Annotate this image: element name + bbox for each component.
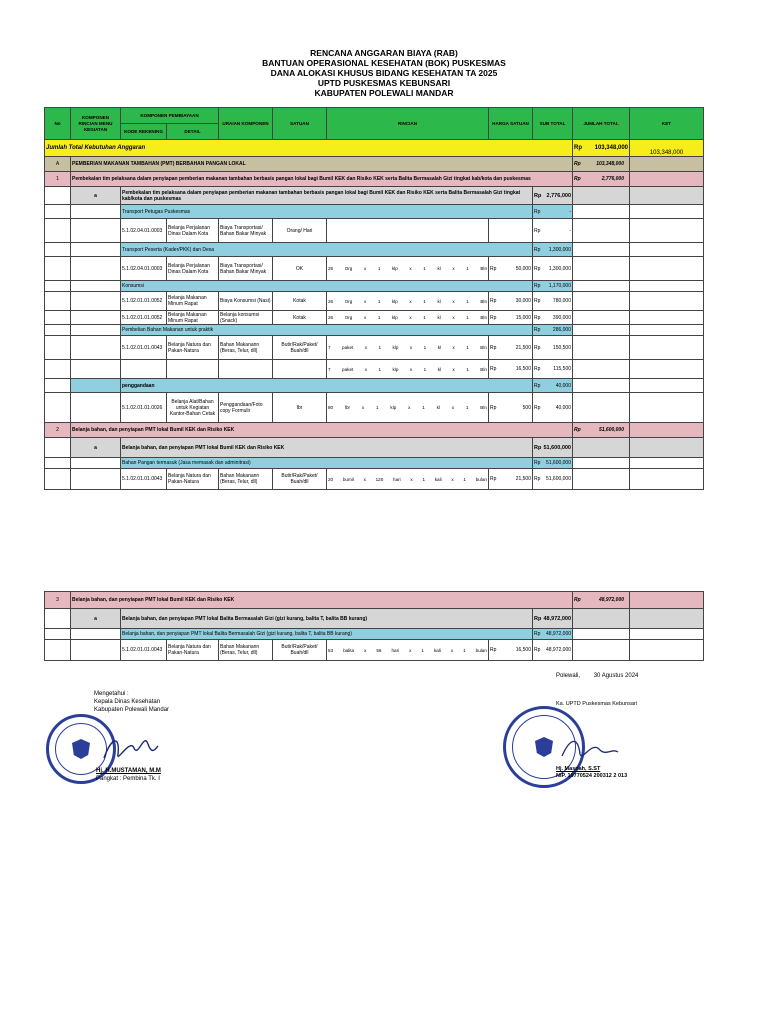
harga-value: 500 (522, 404, 531, 411)
group-pangan (45, 458, 704, 469)
rincian-part: kali (434, 476, 442, 482)
rincian-cells (328, 299, 487, 304)
item-1-no: 1 (45, 172, 71, 187)
rincian-part: x (452, 345, 455, 350)
table-row (45, 640, 704, 661)
sign-right-line1: Ka. UPTD Puskesmas Kebunsari (556, 701, 638, 707)
rincian-part: x (410, 476, 413, 482)
group-transport-peserta-value: 1,300,000 (548, 246, 571, 253)
detail-text: Belanja Natura dan Pakan-Natura (167, 469, 219, 490)
rincian-part: 1 (466, 366, 469, 372)
rincian-cells (328, 405, 487, 410)
rincian-part: Bln (480, 266, 487, 271)
col-detail: DETAIL (167, 124, 219, 140)
rincian-part: x (451, 405, 455, 410)
rincian-part: 1 (465, 405, 469, 410)
detail-text: Belanja Natura dan Pakan-Natura (167, 336, 219, 360)
rincian-part: bumil (342, 476, 354, 482)
group-penggandaan (45, 379, 704, 393)
rincian-part: 1 (423, 315, 426, 320)
rincian-part: x (363, 266, 367, 271)
subtotal-rp: Rp (534, 314, 541, 321)
total-label: Jumlah Total Kebutuhan Anggaran (45, 140, 573, 157)
rincian-part: x (361, 405, 365, 410)
rincian-part: x (452, 266, 455, 271)
col-uraian: URAIAN KOMPONEN (219, 108, 273, 140)
subtotal-rp: Rp (534, 476, 541, 482)
signature-left-name-block (96, 767, 161, 783)
col-pembiayaan: KOMPONEN PEMBIAYAAN (121, 108, 219, 124)
item-1-label: Pembekalan tim pelaksana dalam penyiapan pemberian makanan tambahan berbasis pangan lokal bagi Bumil KEK dan Risiko KEK serta Balita Bermasalah Gizi tingkat kab/kota dan puskesmas (71, 172, 573, 187)
group-transport-peserta (45, 243, 704, 257)
rincian-part: 1 (466, 298, 469, 304)
group-balita-label: Belanja bahan, dan penyiapan PMT lokal Balita Bermasalah Gizi (gizi kurang, balita T, balita BB kurang) (121, 629, 533, 640)
subtotal-rp: Rp (534, 647, 541, 653)
rincian-part: 1 (376, 405, 379, 410)
item-3-no: 3 (45, 592, 71, 609)
rincian-part: Org (344, 298, 353, 304)
col-komponen: KOMPONEN RINCIAN MENU KEGIATAN (71, 108, 121, 140)
rincian-part: Bln (480, 315, 487, 320)
rincian-cells (328, 315, 487, 320)
item-1-rp: Rp (574, 176, 581, 182)
item-3a-no: a (71, 609, 121, 629)
item-3a-label: Belanja bahan, dan penyiapan PMT lokal Balita Bermasalah Gizi (gizi kurang, balita T, balita BB kurang) (121, 609, 533, 629)
item-1a-rp: Rp (534, 192, 542, 199)
kode-rekening: 5.1.02.01.01.0043 (121, 640, 167, 661)
subtotal-rp: Rp (534, 404, 541, 411)
rincian-part: x (409, 315, 412, 320)
harga-rp: Rp (490, 404, 497, 411)
subtotal-rp: Rp (534, 344, 541, 351)
item-3a-value: 48,972,000 (543, 615, 572, 622)
title-line-1: RENCANA ANGGARAN BIAYA (RAB) (310, 48, 458, 58)
item-2a-no: a (71, 438, 121, 458)
harga-rp: Rp (490, 265, 497, 272)
rincian-part: 1 (466, 345, 469, 350)
satuan-text: Kotak (273, 311, 327, 325)
rincian-part: 7 (328, 345, 331, 350)
rincian-part: x (409, 345, 413, 350)
date-text: 30 Agustus 2024 (593, 673, 639, 679)
group-transport-peserta-rp: Rp (534, 246, 541, 253)
uraian-text: Biaya Transportasi/ Bahan Bakar Minyak (219, 257, 273, 281)
sign-left-name: Hj. H.MUSTAMAN, M.M (96, 768, 161, 774)
section-a-label: PEMBERIAN MAKANAN TAMBAHAN (PMT) BERBAHAN PANGAN LOKAL (71, 157, 573, 172)
subtotal-value: 150,500 (552, 344, 571, 351)
rincian-part: x (409, 266, 412, 271)
subtotal-rp: Rp (534, 366, 541, 372)
satuan-text: Butir/Rak/Paket/ Buah/dll (273, 640, 327, 661)
signature-left (94, 690, 169, 714)
rincian-part: x (364, 345, 368, 350)
rincian-part: kl (437, 315, 441, 320)
sign-left-line3: Kabupaten Polewali Mandar (94, 707, 170, 713)
rincian-part: 1 (463, 647, 466, 653)
group-pangan-label: Bahan Pangan termasuk (Jasa memasak dan adminitrasi) (121, 458, 533, 469)
item-3-value: 48,972,000 (598, 597, 625, 603)
rincian-part: x (452, 298, 455, 304)
group-praktik-label: Pembelian Bahan Makanan untuk praktik (121, 325, 533, 336)
group-transport-peserta-label: Transport Peserta (Kader/PKK) dan Desa (121, 243, 533, 257)
rincian-part: kl (436, 405, 440, 410)
rincian-part: kl (437, 266, 441, 271)
table-row (45, 469, 704, 490)
rincian-part: x (452, 366, 455, 372)
table-row (45, 292, 704, 311)
group-balita (45, 629, 704, 640)
detail-text: Belanja Natura dan Pakan-Natura (167, 640, 219, 661)
kode-rekening: 5.1.02.01.01.0043 (121, 336, 167, 360)
group-konsumsi (45, 281, 704, 292)
col-kode: KODE REKENING (121, 124, 167, 140)
subtotal-rp: Rp (534, 227, 541, 234)
harga-rp: Rp (490, 344, 497, 351)
rincian-part: klp (391, 315, 398, 320)
detail-text: Belanja Perjalanan Dinas Dalam Kota (167, 257, 219, 281)
rincian-part: x (409, 366, 413, 372)
rincian-part: klp (392, 366, 399, 372)
col-rincian: RINCIAN (327, 108, 489, 140)
detail-text: Belanja Makanan Minum Rapat (167, 292, 219, 311)
harga-rp: Rp (490, 298, 497, 304)
rincian-part: kl (437, 298, 441, 304)
item-3a-rp: Rp (534, 615, 542, 622)
rab-table-top (44, 107, 703, 490)
rincian-part: Bln (480, 345, 487, 350)
rincian-part: Bln (480, 405, 487, 410)
harga-rp: Rp (490, 647, 497, 653)
harga-value: 16,500 (515, 647, 531, 653)
rincian-part: kl (437, 345, 442, 350)
uraian-text: Bahan Makanann (Beras, Telur, dll) (219, 469, 273, 490)
subtotal-value: 40,000 (555, 404, 571, 411)
rincian-part: x (452, 315, 455, 320)
sign-left-rank: Pangkat : Pembina Tk. I (96, 776, 160, 782)
rincian-part: 7 (328, 366, 331, 372)
rab-table-bottom (44, 591, 703, 661)
table-row (45, 311, 704, 325)
uraian-text: Penggandaan/Foto copy Formulir (219, 393, 273, 423)
subtotal-value: 390,000 (552, 314, 571, 321)
rincian-part: x (363, 315, 367, 320)
harga-value: 50,000 (515, 265, 531, 272)
item-2-no: 2 (45, 423, 71, 438)
rincian-part: x (364, 366, 368, 372)
rincian-part: klp (390, 405, 397, 410)
harga-rp: Rp (490, 366, 497, 372)
item-2-value: 51,600,000 (598, 427, 624, 433)
group-balita-value: 48,972,000 (545, 631, 572, 637)
rincian-cells (328, 367, 487, 372)
harga-value: 16,500 (515, 366, 531, 372)
sign-left-line2: Kepala Dinas Kesehatan (94, 699, 161, 705)
rincian-part: Org (344, 266, 353, 271)
rincian-part: 1 (423, 266, 426, 271)
rincian-part: 80 (328, 405, 334, 410)
item-1a-value: 2,776,000 (546, 192, 571, 199)
harga-value: 21,500 (515, 344, 531, 351)
rincian-part: klp (392, 345, 399, 350)
rincian-part: 1 (423, 366, 427, 372)
detail-text: Belanja Perjalanan Dinas Dalam Kota (167, 219, 219, 243)
col-satuan: SATUAN (273, 108, 327, 140)
item-3-rp: Rp (574, 597, 581, 603)
place-text: Polewali, (556, 673, 581, 679)
uraian-text: Biaya Transportasi/ Bahan Bakar Minyak (219, 219, 273, 243)
satuan-text: Butir/Rak/Paket/ Buah/dll (273, 469, 327, 490)
detail-text: Belanja Alat/Bahan untuk Kegiatan Kantor-Bahan Cetak (167, 393, 219, 423)
rincian-part: 53 (328, 647, 334, 653)
rincian-part: Bln (480, 298, 487, 304)
satuan-text: Kotak (273, 292, 327, 311)
subtotal-value: 115,500 (553, 366, 571, 372)
group-konsumsi-label: Konsumsi (121, 281, 533, 292)
item-2a-value: 51,600,000 (543, 444, 571, 451)
uraian-text: Bahan Makanann (Beras, Telur, dll) (219, 640, 273, 661)
rincian-part: x (408, 405, 411, 410)
rincian-cells (328, 345, 487, 350)
group-transport-petugas (45, 205, 704, 219)
rincian-part: Org (344, 315, 353, 320)
col-subtotal: SUB TOTAL (533, 108, 573, 140)
item-2a-row (45, 438, 704, 458)
col-harga: HARGA SATUAN (489, 108, 533, 140)
rincian-part: paket (342, 345, 354, 350)
detail-text: Belanja Makanan Minum Rapat (167, 311, 219, 325)
subtotal-value: 51,600,000 (545, 476, 571, 482)
rincian-part: 1 (423, 345, 427, 350)
title-line-5: KABUPATEN POLEWALI MANDAR (314, 88, 454, 98)
table-row (45, 360, 704, 379)
uraian-text: Belanja konsumsi (Snack) (219, 311, 273, 325)
signature-right-icon (560, 726, 620, 766)
item-1-value: 2,776,000 (601, 176, 624, 182)
subtotal-value: 48,972,000 (545, 647, 572, 653)
group-penggandaan-value: 40,000 (555, 382, 571, 389)
rincian-part: Bln (480, 366, 487, 372)
rincian-part: 1 (377, 315, 381, 320)
section-a-row (45, 157, 704, 172)
satuan-text: Butir/Rak/Paket/ Buah/dll (273, 336, 327, 360)
title-line-3: DANA ALOKASI KHUSUS BIDANG KESEHATAN TA 2025 (270, 68, 498, 78)
item-2-label: Belanja bahan, dan penyiapan PMT lokal Bumil KEK dan Risiko KEK (71, 423, 573, 438)
total-rp: Rp (574, 145, 582, 151)
item-1a-row (45, 187, 704, 205)
place-date (556, 672, 638, 680)
kode-rekening: 5.1.02.01.01.0026 (121, 393, 167, 423)
item-3-row (45, 592, 704, 609)
rincian-part: x (364, 647, 367, 653)
total-row (45, 140, 704, 157)
rincian-part: 1 (377, 266, 381, 271)
subtotal-rp: Rp (534, 298, 541, 304)
harga-value: 21,500 (515, 476, 531, 482)
sign-right-name: Hj. Masnah, S.ST (556, 766, 601, 772)
group-pangan-rp: Rp (534, 460, 541, 466)
kode-rekening: 5.1.02.01.01.0052 (121, 311, 167, 325)
group-penggandaan-rp: Rp (534, 382, 541, 389)
uraian-text: Bahan Makanann (Beras, Telur, dll) (219, 336, 273, 360)
rincian-part: kl (437, 366, 442, 372)
harga-rp: Rp (490, 314, 497, 321)
group-penggandaan-label: penggandaan (121, 379, 533, 393)
section-a-value: 103,348,000 (596, 161, 624, 167)
uraian-text: Biaya Konsumsi (Nasi) (219, 292, 273, 311)
rincian-part: 120 (375, 476, 384, 482)
group-transport-petugas-rp: Rp (534, 208, 541, 215)
rincian-part: bulan (475, 476, 487, 482)
group-praktik-value: 286,000 (552, 327, 571, 333)
satuan-text: OK (273, 257, 327, 281)
rincian-part: 1 (377, 298, 381, 304)
item-2-row (45, 423, 704, 438)
item-1-row (45, 172, 704, 187)
satuan-text: Orang/ Hari (273, 219, 327, 243)
col-ket: KET (630, 108, 704, 140)
kode-rekening: 5.1.02.04.01.0003 (121, 257, 167, 281)
rincian-cells (328, 477, 487, 482)
col-jumlah: JUMLAH TOTAL (573, 108, 630, 140)
rincian-part: klp (391, 298, 398, 304)
rincian-part: bulan (475, 647, 487, 653)
total-ket: 103,348,000 (630, 140, 704, 157)
rincian-part: kali (433, 647, 441, 653)
rincian-part: 1 (378, 345, 382, 350)
document-title (0, 48, 768, 98)
subtotal-value: 1,300,000 (548, 265, 571, 272)
total-value: 103,348,000 (594, 145, 628, 151)
rincian-part: 56 (376, 647, 382, 653)
signature-right-name-block (556, 766, 627, 780)
harga-value: 15,000 (515, 314, 531, 321)
table-row (45, 336, 704, 360)
item-3a-row (45, 609, 704, 629)
group-praktik-rp: Rp (534, 327, 541, 333)
rincian-part: 1 (466, 266, 469, 271)
rincian-part: x (363, 476, 366, 482)
table-row (45, 219, 704, 243)
rincian-part: x (409, 647, 412, 653)
group-transport-petugas-label: Transport Petugas Puskesmas (121, 205, 533, 219)
title-line-2: BANTUAN OPERASIONAL KESEHATAN (BOK) PUSKESMAS (262, 58, 506, 68)
rincian-part: balita (343, 647, 355, 653)
table-row (45, 257, 704, 281)
rincian-cells (328, 266, 487, 271)
subtotal-value: 780,000 (552, 298, 571, 304)
rincian-part: 1 (422, 476, 426, 482)
rincian-part: 26 (328, 315, 334, 320)
rincian-part: klp (391, 266, 398, 271)
table-row (45, 393, 704, 423)
rincian-part: 26 (328, 266, 334, 271)
item-2-rp: Rp (574, 427, 581, 433)
group-balita-rp: Rp (534, 631, 541, 637)
title-line-4: UPTD PUSKESMAS KEBUNSARI (317, 78, 451, 88)
group-konsumsi-value: 1,170,000 (548, 283, 571, 289)
rincian-part: x (409, 298, 412, 304)
sign-right-nip: NIP. 19770524 200312 2 013 (556, 773, 628, 779)
rincian-part: 20 (328, 476, 334, 482)
rincian-part: x (363, 298, 367, 304)
group-konsumsi-rp: Rp (534, 283, 541, 289)
section-a-no: A (45, 157, 71, 172)
rincian-part: 1 (423, 298, 426, 304)
sign-left-line1: Mengetahui : (94, 691, 129, 697)
harga-rp: Rp (490, 476, 497, 482)
rincian-part: 1 (422, 405, 425, 410)
subtotal-value: - (569, 227, 571, 234)
rincian-part: lbr (344, 405, 351, 410)
rincian-part: 1 (421, 647, 424, 653)
item-1a-label: Pembekalan tim pelaksana dalam penyiapan pemberian makanan tambahan berbasis pangan lokal bagi Bumil KEK dan Risiko KEK serta Balita Bermasalah Gizi tingkat kab/kota dan puskesmas (121, 187, 533, 205)
kode-rekening: 5.1.02.04.01.0003 (121, 219, 167, 243)
rincian-part: 1 (378, 366, 382, 372)
harga-value: 30,000 (515, 298, 531, 304)
rincian-cells (328, 648, 487, 653)
signature-left-icon (100, 728, 160, 768)
section-a-rp: Rp (574, 161, 581, 167)
kode-rekening: 5.1.02.01.01.0052 (121, 292, 167, 311)
rincian-part: 1 (463, 476, 466, 482)
rincian-part: 1 (466, 315, 469, 320)
rincian-part: x (450, 647, 454, 653)
rincian-part: x (451, 476, 454, 482)
satuan-text: lbr (273, 393, 327, 423)
item-3-label: Belanja bahan, dan penyiapan PMT lokal Bumil KEK dan Risiko KEK (71, 592, 573, 609)
rincian-part: hari (393, 476, 401, 482)
group-praktik (45, 325, 704, 336)
rincian-part: 26 (328, 298, 334, 304)
subtotal-rp: Rp (534, 265, 541, 272)
item-1a-no: a (71, 187, 121, 205)
signature-right (556, 700, 637, 708)
group-transport-petugas-value: - (569, 208, 571, 215)
kode-rekening: 5.1.02.01.01.0043 (121, 469, 167, 490)
group-pangan-value: 51,600,000 (545, 460, 571, 466)
col-no: No (45, 108, 71, 140)
item-2a-rp: Rp (534, 444, 542, 451)
rincian-part: paket (342, 366, 354, 372)
rincian-part: hari (391, 647, 400, 653)
item-2a-label: Belanja bahan, dan penyiapan PMT lokal Bumil KEK dan Risiko KEK (121, 438, 533, 458)
